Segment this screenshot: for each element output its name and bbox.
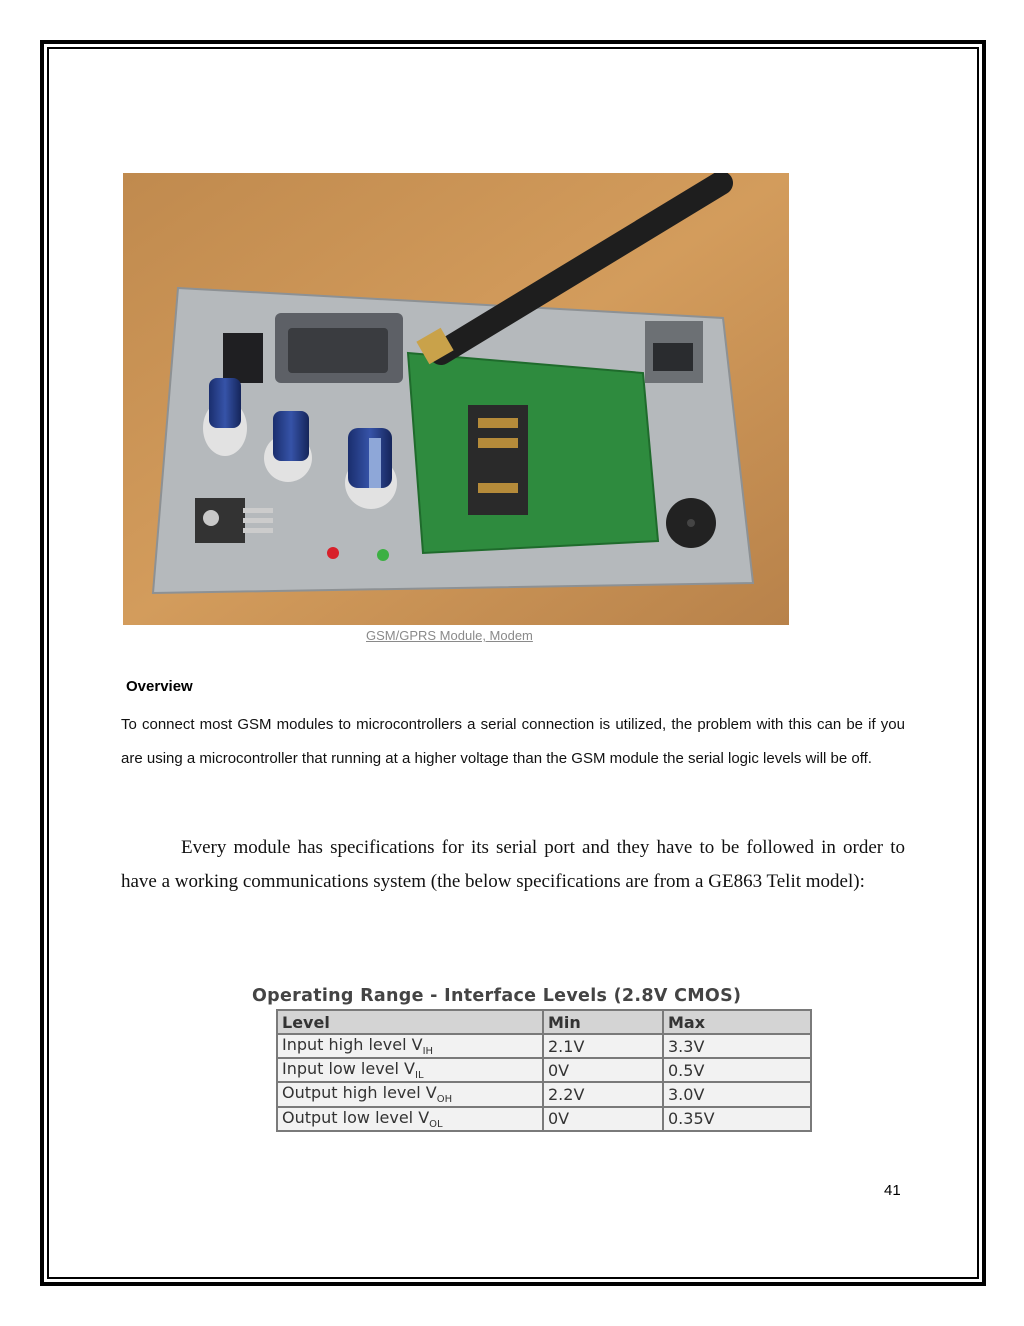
min-cell: 2.1V bbox=[543, 1034, 663, 1058]
max-cell: 3.3V bbox=[663, 1034, 811, 1058]
spec-table-header: Max bbox=[663, 1010, 811, 1034]
table-row bbox=[277, 1082, 811, 1106]
figure-caption: GSM/GPRS Module, Modem bbox=[366, 628, 533, 643]
max-cell: 0.35V bbox=[663, 1107, 811, 1131]
table-row bbox=[277, 1058, 811, 1082]
level-cell: Input low level $V_{IL}$ bbox=[277, 1058, 543, 1082]
level-cell: Output high level $V_{OH}$ bbox=[277, 1082, 543, 1106]
overview-paragraph: To connect most GSM modules to microcontrollers a serial connection is utilized, the problem with this can be if you are using a microcontroller that running at a higher voltage than the GSM module the serial logic levels will be off. bbox=[121, 716, 905, 767]
min-cell: 0V bbox=[543, 1058, 663, 1082]
spec-table-header: Min bbox=[543, 1010, 663, 1034]
min-cell: 2.2V bbox=[543, 1082, 663, 1106]
overview-heading: Overview bbox=[126, 678, 193, 695]
spec-table-header-row bbox=[277, 1010, 811, 1034]
min-cell: 0V bbox=[543, 1107, 663, 1131]
table-row bbox=[277, 1107, 811, 1131]
spec-table bbox=[276, 1009, 812, 1132]
body-paragraph: Every module has specifications for its serial port and they have to be followed in order to have a working communications system (the below specifications are from a GE863 Telit model): bbox=[121, 837, 905, 892]
spec-table-title: Operating Range - Interface Levels (2.8V CMOS) bbox=[252, 986, 742, 1006]
gsm-module-photo bbox=[123, 173, 789, 625]
max-cell: 0.5V bbox=[663, 1058, 811, 1082]
table-row bbox=[277, 1034, 811, 1058]
level-cell: Input high level $V_{IH}$ bbox=[277, 1034, 543, 1058]
level-cell: Output low level $V_{OL}$ bbox=[277, 1107, 543, 1131]
max-cell: 3.0V bbox=[663, 1082, 811, 1106]
page-number: 41 bbox=[884, 1182, 901, 1199]
spec-table-header: Level bbox=[277, 1010, 543, 1034]
